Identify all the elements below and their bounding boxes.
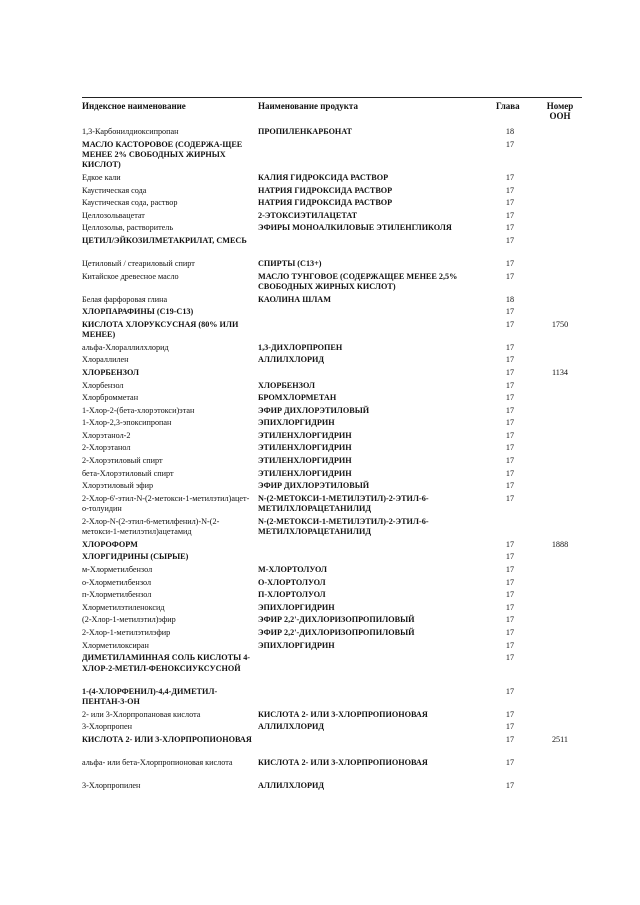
chapter-cell: 17 xyxy=(505,722,515,732)
table-row xyxy=(82,603,582,616)
index-name-cell: 2-Хлор-6'-этил-N-(2-метокси-1-метилэтил)ацет-о-толуидин xyxy=(82,493,250,514)
product-name-cell: ЭФИРЫ МОНОАЛКИЛОВЫЕ ЭТИЛЕНГЛИКОЛЯ xyxy=(258,223,452,233)
table-row xyxy=(82,590,582,603)
chapter-cell: 17 xyxy=(505,185,515,195)
product-name-cell: ЭФИР ДИХЛОРЭТИЛОВЫЙ xyxy=(258,481,370,491)
index-name-cell: 1,3-Карбонилдиоксипропан xyxy=(82,127,179,136)
table-row xyxy=(82,418,582,431)
table-row xyxy=(82,393,582,406)
table-row xyxy=(82,223,582,236)
un-number-cell: 2511 xyxy=(551,734,569,744)
index-name-cell: Хлорметилэтиленоксид xyxy=(82,602,165,612)
chapter-cell: 17 xyxy=(505,456,515,466)
index-name-cell: ХЛОРГИДРИНЫ (СЫРЫЕ) xyxy=(82,552,189,562)
table-row xyxy=(82,653,582,686)
index-name-cell: Хлорбензол xyxy=(82,380,124,390)
index-name-cell: Хлорэтанол-2 xyxy=(82,430,131,440)
index-name-cell: Белая фарфоровая глина xyxy=(82,294,168,304)
table-row xyxy=(82,368,582,381)
chapter-cell: 17 xyxy=(505,198,515,208)
chapter-cell: 17 xyxy=(505,342,515,352)
chapter-cell: 17 xyxy=(505,380,515,390)
chapter-cell: 17 xyxy=(505,590,515,600)
chapter-cell: 17 xyxy=(505,223,515,233)
index-name-cell: (2-Хлор-1-метилэтил)эфир xyxy=(82,615,176,625)
index-name-cell: о-Хлорметилбензол xyxy=(82,577,152,587)
product-name-cell: ХЛОРБЕНЗОЛ xyxy=(258,380,316,390)
index-name-cell: бета-Хлорэтиловый спирт xyxy=(82,468,174,478)
table-row xyxy=(82,552,582,565)
chapter-cell: 17 xyxy=(505,367,515,377)
index-name-cell: Хлорметилоксиран xyxy=(82,640,149,650)
product-name-cell: КАЛИЯ ГИДРОКСИДА РАСТВОР xyxy=(258,172,389,182)
chapter-cell: 17 xyxy=(505,235,515,245)
index-name-cell: Целлозольвацетат xyxy=(82,210,145,220)
product-name-cell: М-ХЛОРТОЛУОЛ xyxy=(258,565,328,575)
table-row xyxy=(82,781,582,794)
product-name-cell: ЭТИЛЕНХЛОРГИДРИН xyxy=(258,468,352,478)
chapter-cell: 17 xyxy=(505,539,515,549)
index-name-cell: КИСЛОТА 2- ИЛИ 3-ХЛОРПРОПИОНОВАЯ xyxy=(82,734,252,744)
table-row xyxy=(82,272,582,295)
product-name-cell: СПИРТЫ (С13+) xyxy=(258,258,322,268)
product-name-cell: N-(2-МЕТОКСИ-1-МЕТИЛЭТИЛ)-2-ЭТИЛ-6-МЕТИЛХЛОРАЦЕТАНИЛИД xyxy=(258,516,429,537)
chapter-cell: 18 xyxy=(505,294,515,304)
table-row xyxy=(82,615,582,628)
product-name-cell: ЭФИР ДИХЛОРЭТИЛОВЫЙ xyxy=(258,405,370,415)
un-number-cell: 1750 xyxy=(551,319,569,329)
chapter-cell: 17 xyxy=(505,757,515,767)
table-row xyxy=(82,381,582,394)
chapter-cell: 18 xyxy=(505,127,515,136)
product-name-cell: МАСЛО ТУНГОВОЕ (СОДЕРЖАЩЕЕ МЕНЕЕ 2,5% СВОБОДНЫХ ЖИРНЫХ КИСЛОТ) xyxy=(258,271,458,291)
column-header-un-number: Номер ООН xyxy=(546,101,574,121)
product-name-cell: ЭТИЛЕНХЛОРГИДРИН xyxy=(258,430,352,440)
index-name-cell: Каустическая сода xyxy=(82,185,147,195)
index-name-cell: альфа- или бета-Хлорпропионовая кислота xyxy=(82,757,233,767)
table-row xyxy=(82,710,582,723)
index-name-cell: м-Хлорметилбензол xyxy=(82,565,153,575)
table-body xyxy=(82,127,582,793)
product-name-cell: АЛЛИЛХЛОРИД xyxy=(258,722,324,732)
table-row xyxy=(82,758,582,781)
table-row xyxy=(82,186,582,199)
table-row xyxy=(82,641,582,654)
product-name-cell: АЛЛИЛХЛОРИД xyxy=(258,780,324,790)
index-name-cell: Китайское древесное масло xyxy=(82,271,179,281)
product-name-cell: ЭПИХЛОРГИДРИН xyxy=(258,418,335,428)
product-name-cell: АЛЛИЛХЛОРИД xyxy=(258,355,324,365)
chapter-cell: 17 xyxy=(505,430,515,440)
index-name-cell: Каустическая сода, раствор xyxy=(82,198,178,208)
chapter-cell: 17 xyxy=(505,565,515,575)
un-number-cell: 1888 xyxy=(551,539,569,549)
product-name-cell: БРОМХЛОРМЕТАН xyxy=(258,393,337,403)
chapter-cell: 17 xyxy=(505,443,515,453)
chapter-cell: 17 xyxy=(505,139,515,149)
table-row xyxy=(82,173,582,186)
table-row xyxy=(82,127,582,140)
chapter-cell: 17 xyxy=(505,640,515,650)
chapter-cell: 17 xyxy=(505,615,515,625)
table-row xyxy=(82,722,582,735)
table-row xyxy=(82,211,582,224)
table-row xyxy=(82,431,582,444)
product-name-cell: N-(2-МЕТОКСИ-1-МЕТИЛЭТИЛ)-2-ЭТИЛ-6-МЕТИЛХЛОРАЦЕТАНИЛИД xyxy=(258,493,429,514)
chapter-cell: 17 xyxy=(505,307,515,317)
table-row xyxy=(82,578,582,591)
table-row xyxy=(82,307,582,320)
chapter-cell: 17 xyxy=(505,628,515,638)
product-name-cell: 2-ЭТОКСИЭТИЛАЦЕТАТ xyxy=(258,210,358,220)
index-name-cell: КИСЛОТА ХЛОРУКСУСНАЯ (80% ИЛИ МЕНЕЕ) xyxy=(82,319,239,340)
un-number-cell: 1134 xyxy=(551,367,569,377)
product-name-cell: ЭФИР 2,2'-ДИХЛОРИЗОПРОПИЛОВЫЙ xyxy=(258,628,415,638)
table-row xyxy=(82,295,582,308)
product-name-cell: НАТРИЯ ГИДРОКСИДА РАСТВОР xyxy=(258,185,393,195)
product-name-cell: ЭТИЛЕНХЛОРГИДРИН xyxy=(258,456,352,466)
product-name-cell: ПРОПИЛЕНКАРБОНАТ xyxy=(258,127,352,136)
chapter-cell: 17 xyxy=(505,210,515,220)
index-name-cell: 1-(4-ХЛОРФЕНИЛ)-4,4-ДИМЕТИЛ-ПЕНТАН-3-ОН xyxy=(82,686,218,706)
table-row xyxy=(82,517,582,540)
table-row xyxy=(82,735,582,758)
table-row xyxy=(82,540,582,553)
table-row xyxy=(82,343,582,356)
index-name-cell: 2-Хлор-1-метилэтилэфир xyxy=(82,628,171,638)
chapter-cell: 17 xyxy=(505,734,515,744)
table-header xyxy=(82,101,582,127)
index-name-cell: ХЛОРБЕНЗОЛ xyxy=(82,367,140,377)
index-name-cell: 3-Хлорпропен xyxy=(82,722,132,732)
chapter-cell: 17 xyxy=(505,577,515,587)
chapter-cell: 17 xyxy=(505,355,515,365)
chapter-cell: 17 xyxy=(505,653,515,663)
column-header-chapter: Глава xyxy=(496,101,520,111)
chapter-cell: 17 xyxy=(505,405,515,415)
chapter-cell: 17 xyxy=(505,258,515,268)
product-name-cell: КИСЛОТА 2- ИЛИ 3-ХЛОРПРОПИОНОВАЯ xyxy=(258,757,428,767)
index-name-cell: 1-Хлор-2-(бета-хлорэтокси)этан xyxy=(82,405,195,415)
index-name-cell: ХЛОРОФОРМ xyxy=(82,539,138,549)
index-name-cell: Хлораллилен xyxy=(82,355,129,365)
table-row xyxy=(82,469,582,482)
index-name-cell: МАСЛО КАСТОРОВОЕ (СОДЕРЖА-ЩЕЕ МЕНЕЕ 2% СВОБОДНЫХ ЖИРНЫХ КИСЛОТ) xyxy=(82,139,243,170)
table-row xyxy=(82,140,582,173)
chapter-cell: 17 xyxy=(505,493,515,503)
index-name-cell: 1-Хлор-2,3-эпоксипропан xyxy=(82,418,172,428)
chapter-cell: 17 xyxy=(505,481,515,491)
index-name-cell: альфа-Хлораллилхлорид xyxy=(82,342,169,352)
index-name-cell: Хлорэтиловый эфир xyxy=(82,481,154,491)
index-name-cell: 3-Хлорпропилен xyxy=(82,780,141,790)
product-name-cell: 1,3-ДИХЛОРПРОПЕН xyxy=(258,342,343,352)
product-name-cell: ЭФИР 2,2'-ДИХЛОРИЗОПРОПИЛОВЫЙ xyxy=(258,615,415,625)
chapter-cell: 17 xyxy=(505,780,515,790)
product-name-cell: ЭПИХЛОРГИДРИН xyxy=(258,640,335,650)
product-name-cell: П-ХЛОРТОЛУОЛ xyxy=(258,590,326,600)
table-row xyxy=(82,443,582,456)
chapter-cell: 17 xyxy=(505,393,515,403)
table-row xyxy=(82,259,582,272)
table-row xyxy=(82,320,582,343)
table-row xyxy=(82,236,582,259)
table-row xyxy=(82,494,582,517)
table-row xyxy=(82,565,582,578)
table-row xyxy=(82,406,582,419)
chapter-cell: 17 xyxy=(505,552,515,562)
column-header-product-name: Наименование продукта xyxy=(258,101,358,111)
index-name-cell: ХЛОРПАРАФИНЫ (С19-С13) xyxy=(82,307,194,317)
column-header-index-name: Индексное наименование xyxy=(82,101,186,111)
index-name-cell: ЦЕТИЛ/ЭЙКОЗИЛМЕТАКРИЛАТ, СМЕСЬ xyxy=(82,235,247,245)
index-name-cell: Целлозольв, растворитель xyxy=(82,223,174,233)
table-row xyxy=(82,355,582,368)
chapter-cell: 17 xyxy=(505,602,515,612)
header-rule xyxy=(82,97,582,98)
table-row xyxy=(82,198,582,211)
chapter-cell: 17 xyxy=(505,468,515,478)
chapter-cell: 17 xyxy=(505,709,515,719)
table-row xyxy=(82,687,582,710)
index-name-cell: п-Хлорметилбензол xyxy=(82,590,152,600)
index-name-cell: Едкое кали xyxy=(82,172,121,182)
chapter-cell: 17 xyxy=(505,319,515,329)
index-name-cell: Цетиловый / стеариловый спирт xyxy=(82,258,195,268)
index-name-cell: 2-Хлор-N-(2-этил-6-метилфенил)-N-(2-метокси-1-метилэтил)ацетамид xyxy=(82,516,220,537)
index-name-cell: 2-Хлорэтанол xyxy=(82,443,131,453)
product-name-cell: О-ХЛОРТОЛУОЛ xyxy=(258,577,326,587)
chapter-cell: 17 xyxy=(505,271,515,281)
product-name-cell: НАТРИЯ ГИДРОКСИДА РАСТВОР xyxy=(258,198,393,208)
index-name-cell: ДИМЕТИЛАМИННАЯ СОЛЬ КИСЛОТЫ 4-ХЛОР-2-МЕТИЛ-ФЕНОКСИУКСУСНОЙ xyxy=(82,653,251,673)
chapter-cell: 17 xyxy=(505,172,515,182)
index-name-cell: 2-Хлорэтиловый спирт xyxy=(82,456,163,466)
table-row xyxy=(82,628,582,641)
chapter-cell: 17 xyxy=(505,686,515,696)
chapter-cell: 17 xyxy=(505,418,515,428)
table-row xyxy=(82,481,582,494)
index-name-cell: 2- или 3-Хлорпропановая кислота xyxy=(82,709,201,719)
product-name-cell: КИСЛОТА 2- ИЛИ 3-ХЛОРПРОПИОНОВАЯ xyxy=(258,709,428,719)
product-name-cell: КАОЛИНА ШЛАМ xyxy=(258,294,331,304)
product-name-cell: ЭПИХЛОРГИДРИН xyxy=(258,602,335,612)
product-name-cell: ЭТИЛЕНХЛОРГИДРИН xyxy=(258,443,352,453)
index-name-cell: Хлорбромметан xyxy=(82,393,139,403)
table-row xyxy=(82,456,582,469)
